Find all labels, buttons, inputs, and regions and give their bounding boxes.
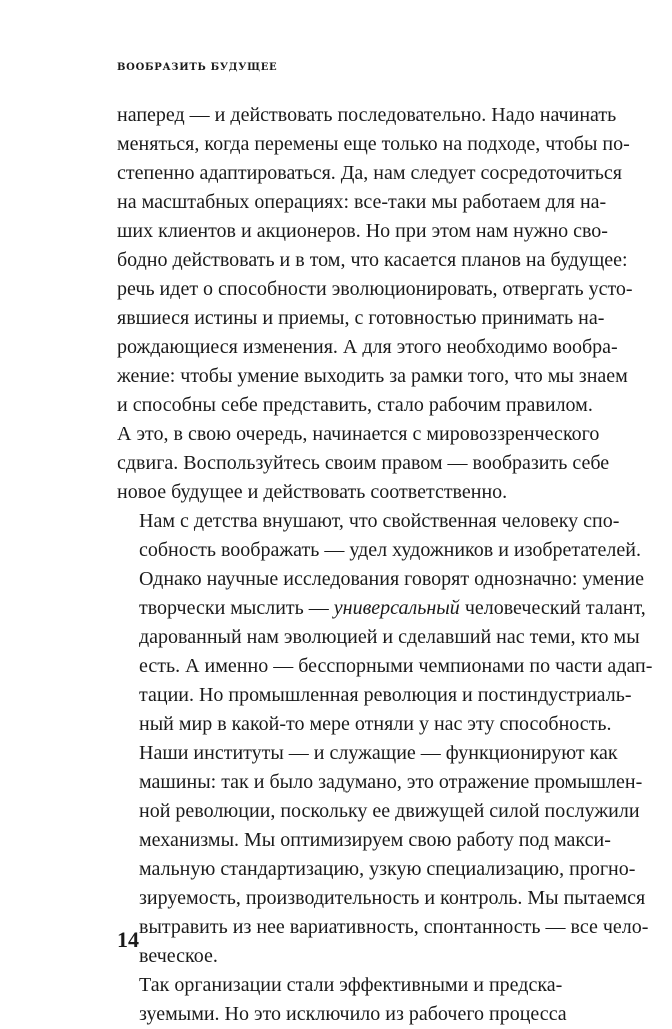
- text-line: есть. А именно — бесспорными чемпионами по части адап-: [139, 655, 653, 677]
- text-line: явшиеся истины и приемы, с готовностью принимать на-: [117, 307, 605, 329]
- text-line: вытравить из нее вариативность, спонтанность — все чело-: [139, 916, 649, 938]
- text-line: зуемыми. Но это исключило из рабочего процесса: [139, 1003, 567, 1025]
- running-head: ВООБРАЗИТЬ БУДУЩЕЕ: [117, 62, 278, 73]
- text-line: ной революции, поскольку ее движущей силой послужили: [139, 800, 640, 822]
- text-line: ный мир в какой-то мере отняли у нас эту способность.: [139, 713, 612, 735]
- text-line: Так организации стали эффективными и предска-: [139, 974, 563, 996]
- text-line: новое будущее и действовать соответственно.: [117, 481, 508, 503]
- text-line: веческое.: [139, 945, 218, 967]
- body-text: [117, 101, 653, 1029]
- text-line: дарованный нам эволюцией и сделавший нас теми, кто мы: [139, 626, 640, 648]
- text-line: на масштабных операциях: все-таки мы работаем для на-: [117, 191, 607, 213]
- text-line: сдвига. Воспользуйтесь своим правом — вообразить себе: [117, 452, 610, 474]
- text-segment: творчески мыслить —: [139, 597, 334, 619]
- paragraph-4: [117, 971, 567, 1029]
- paragraph-2: [117, 507, 653, 739]
- text-line: жение: чтобы умение выходить за рамки того, что мы знаем: [117, 365, 628, 387]
- paragraph-3: [117, 739, 649, 971]
- text-line: наперед — и действовать последовательно. Надо начинать: [117, 104, 617, 126]
- paragraph-1: [117, 101, 633, 507]
- text-line: речь идет о способности эволюционировать, отвергать усто-: [117, 278, 633, 300]
- text-line: степенно адаптироваться. Да, нам следует сосредоточиться: [117, 162, 622, 184]
- text-line: зируемость, производительность и контроль. Мы пытаемся: [139, 887, 646, 909]
- text-line: ших клиентов и акционеров. Но при этом нам нужно сво-: [117, 220, 608, 242]
- text-line-with-emphasis: [117, 594, 646, 623]
- text-line: Нам с детства внушают, что свойственная человеку спо-: [139, 510, 620, 532]
- text-line: машины: так и было задумано, это отражение промышлен-: [139, 771, 643, 793]
- text-line: Однако научные исследования говорят однозначно: умение: [139, 568, 644, 590]
- text-line: меняться, когда перемены еще только на подходе, чтобы по-: [117, 133, 630, 155]
- text-line: бодно действовать и в том, что касается планов на будущее:: [117, 249, 628, 271]
- text-line: А это, в свою очередь, начинается с мировоззренческого: [117, 423, 600, 445]
- text-line: механизмы. Мы оптимизируем свою работу под макси-: [139, 829, 611, 851]
- emphasized-word: универсальный: [333, 597, 460, 619]
- text-line: и способны себе представить, стало рабочим правилом.: [117, 394, 593, 416]
- page-number: 14: [117, 927, 139, 952]
- text-line: тации. Но промышленная революция и постиндустриаль-: [139, 684, 632, 706]
- text-line: рождающиеся изменения. А для этого необходимо вообра-: [117, 336, 618, 358]
- text-segment: человеческий талант,: [459, 597, 646, 619]
- text-line: мальную стандартизацию, узкую специализацию, прогно-: [139, 858, 636, 880]
- text-line: собность воображать — удел художников и изобретателей.: [139, 539, 641, 561]
- text-line: Наши институты — и служащие — функционируют как: [139, 742, 618, 764]
